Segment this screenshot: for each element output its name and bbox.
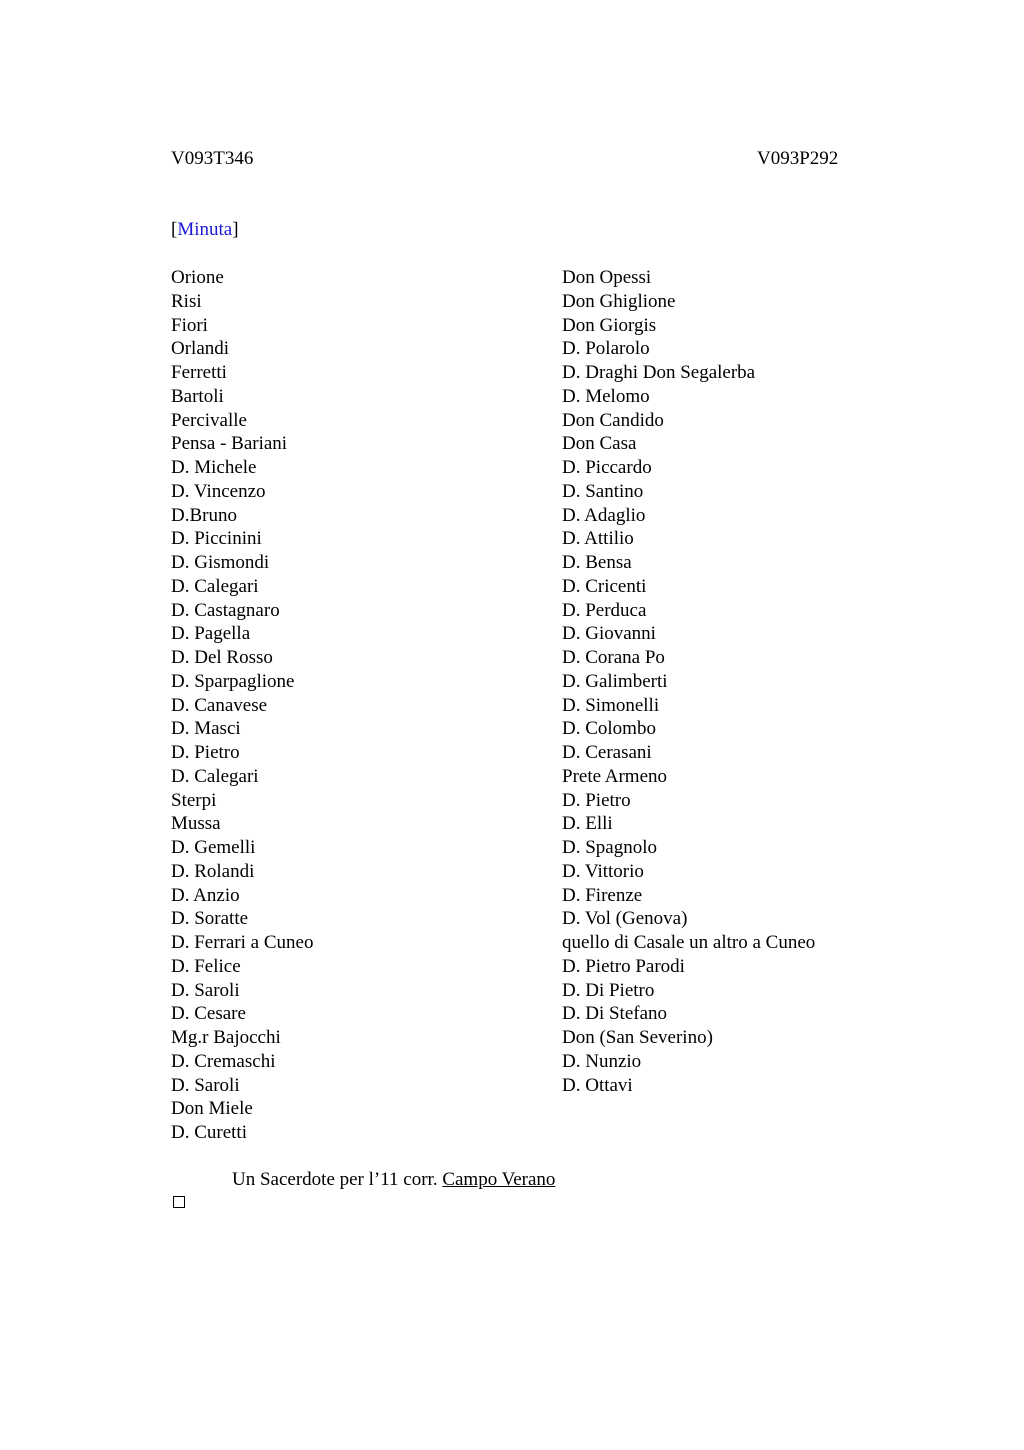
name-list-item: D. Pietro	[562, 789, 631, 811]
name-list-item: D. Felice	[171, 955, 241, 977]
name-list-item: D. Cerasani	[562, 742, 652, 763]
name-list-item: D. Di Stefano	[562, 1003, 668, 1025]
names-list-left	[171, 266, 313, 1145]
name-list-item: D. Canavese	[171, 694, 268, 716]
name-list-item: Mg.r Bajocchi	[171, 1027, 281, 1048]
name-list-item: Percivalle	[171, 409, 247, 431]
name-list-item: D. Rolandi	[171, 860, 255, 882]
name-list-item: D. Santino	[562, 480, 644, 502]
document-code-left: V093T346	[171, 148, 254, 169]
closing-note	[232, 1168, 555, 1192]
name-list-item: Don Opessi	[562, 267, 652, 288]
name-list-item: D. Attilio	[562, 528, 634, 550]
checkbox-square-icon	[173, 1196, 185, 1208]
document-code-right: V093P292	[757, 148, 839, 169]
name-list-item: D. Firenze	[562, 884, 643, 906]
minuta-heading	[171, 218, 239, 242]
name-list-item: D. Nunzio	[562, 1050, 642, 1072]
name-list-item: Bartoli	[171, 385, 224, 407]
name-list-item: D.Bruno	[171, 504, 237, 526]
name-list-item: D. Ferrari a Cuneo	[171, 932, 314, 953]
name-list-item: D. Colombo	[562, 718, 656, 740]
name-list-item: D. Cesare	[171, 1003, 246, 1025]
name-list-item: D. Saroli	[171, 979, 240, 1001]
name-list-item: D. Pagella	[171, 623, 251, 645]
name-list-item: D. Soratte	[171, 908, 249, 930]
name-list-item: Don Casa	[562, 433, 637, 455]
name-list-item: D. Gemelli	[171, 837, 256, 858]
name-list-item: D. Perduca	[562, 599, 647, 621]
name-list-item: Don Miele	[171, 1098, 253, 1120]
name-list-item: D. Vincenzo	[171, 480, 266, 502]
name-list-item: D. Piccinini	[171, 528, 262, 550]
name-list-item: Fiori	[171, 314, 208, 336]
name-list-item: D. Masci	[171, 718, 241, 740]
name-list-item: Pensa - Bariani	[171, 433, 288, 455]
closing-note-text: Un Sacerdote per l’11 corr.	[232, 1169, 443, 1190]
name-list-item: D. Galimberti	[562, 670, 668, 692]
minuta-link[interactable]: Minuta	[177, 219, 233, 240]
name-list-item: D. Vittorio	[562, 860, 644, 882]
name-list-item: D. Cremaschi	[171, 1050, 276, 1072]
name-list-item: D. Bensa	[562, 552, 632, 573]
name-list-item: Don Candido	[562, 409, 664, 431]
name-list-item: D. Spagnolo	[562, 837, 657, 858]
name-list-item: D. Polarolo	[562, 338, 650, 360]
name-list-item: D. Pietro Parodi	[562, 955, 685, 977]
name-list-item: Mussa	[171, 813, 221, 835]
name-list-item: D. Di Pietro	[562, 979, 655, 1001]
name-list-item: Don (San Severino)	[562, 1027, 713, 1048]
name-list-item: D. Calegari	[171, 575, 259, 597]
name-list-item: D. Curetti	[171, 1122, 247, 1143]
name-list-item: D. Corana Po	[562, 647, 665, 668]
name-list-item: D. Melomo	[562, 385, 650, 407]
names-list-right	[562, 266, 815, 1097]
name-list-item: Orlandi	[171, 338, 230, 360]
name-list-item: D. Del Rosso	[171, 647, 273, 668]
name-list-item: D. Saroli	[171, 1074, 240, 1096]
name-list-item: D. Gismondi	[171, 552, 270, 573]
name-list-item: D. Elli	[562, 813, 613, 835]
name-list-item: D. Giovanni	[562, 623, 656, 645]
name-list-item: D. Ottavi	[562, 1074, 633, 1096]
name-list-item: D. Draghi Don Segalerba	[562, 362, 756, 383]
name-list-item: D. Piccardo	[562, 457, 652, 478]
name-list-item: Don Ghiglione	[562, 290, 676, 312]
name-list-item: D. Cricenti	[562, 575, 647, 597]
name-list-item: Prete Armeno	[562, 765, 668, 787]
name-list-item: Risi	[171, 290, 202, 312]
name-list-item: quello di Casale un altro a Cuneo	[562, 932, 816, 953]
name-list-item: D. Vol (Genova)	[562, 908, 688, 930]
name-list-item: D. Calegari	[171, 765, 259, 787]
name-list-item: Sterpi	[171, 789, 217, 811]
name-list-item: D. Castagnaro	[171, 599, 280, 621]
minuta-close-bracket: ]	[232, 219, 239, 240]
name-list-item: D. Simonelli	[562, 694, 660, 716]
minuta-open-bracket: [	[171, 219, 178, 240]
name-list-item: Orione	[171, 267, 224, 288]
name-list-item: D. Michele	[171, 457, 257, 478]
name-list-item: D. Anzio	[171, 884, 240, 906]
name-list-item: Ferretti	[171, 362, 227, 383]
name-list-item: Don Giorgis	[562, 314, 657, 336]
name-list-item: D. Pietro	[171, 742, 240, 763]
campo-verano-underlined: Campo Verano	[442, 1169, 556, 1190]
name-list-item: D. Adaglio	[562, 504, 646, 526]
name-list-item: D. Sparpaglione	[171, 670, 295, 692]
